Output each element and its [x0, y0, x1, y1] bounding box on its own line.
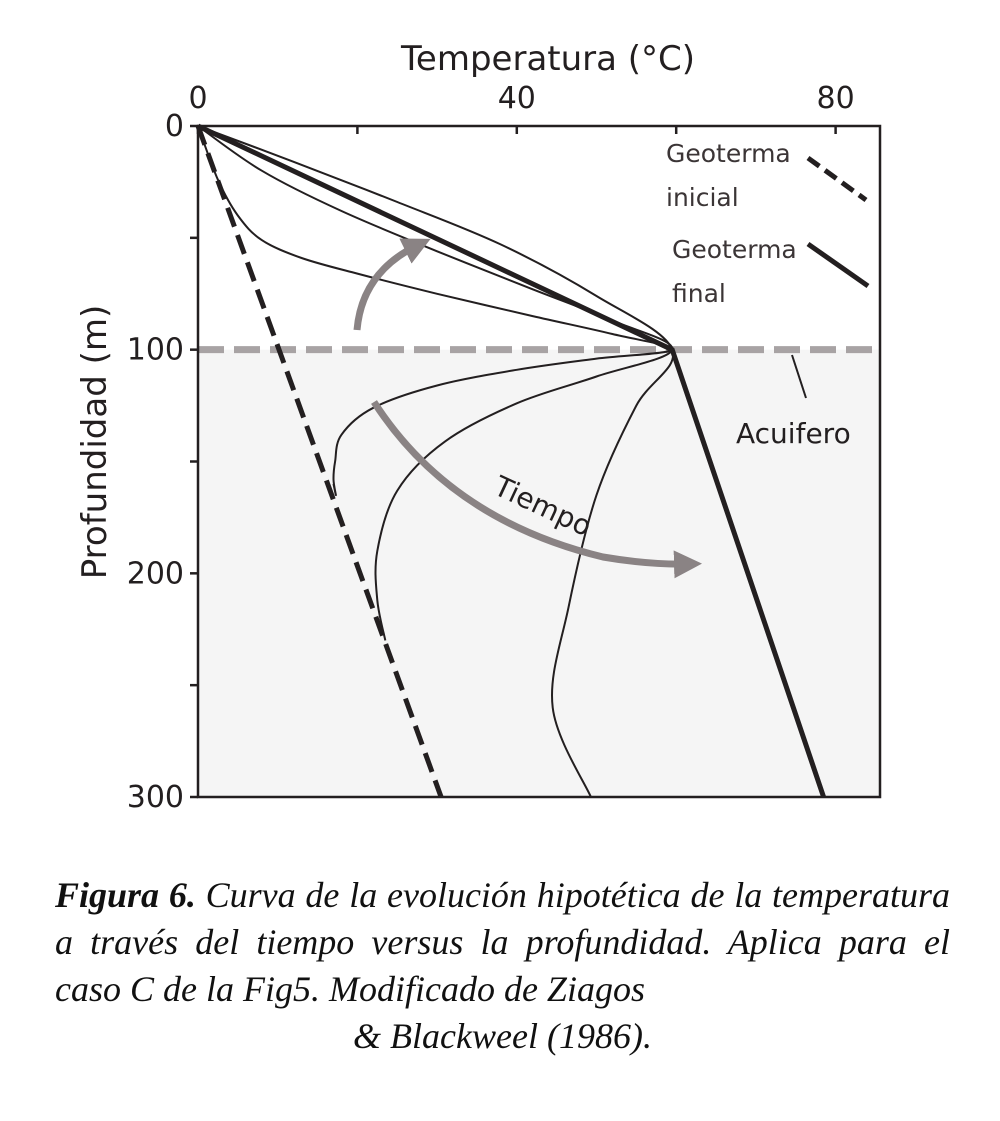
legend-swatch: [808, 244, 868, 286]
legend-label: inicial: [666, 183, 739, 212]
y-tick-label: 0: [164, 109, 184, 144]
x-tick-label: 0: [188, 81, 208, 116]
y-tick-label: 100: [126, 332, 184, 368]
legend-swatch: [808, 158, 866, 200]
aquifer-label: Acuifero: [736, 417, 851, 450]
x-axis-title: Temperatura (°C): [400, 39, 696, 79]
y-tick-label: 200: [126, 556, 184, 592]
y-axis-title: Profundidad (m): [75, 304, 115, 580]
legend-label: Geoterma: [672, 235, 797, 264]
x-tick-label: 80: [816, 81, 855, 116]
caption-label: Figura 6.: [55, 875, 196, 915]
y-tick-label: 300: [126, 780, 184, 815]
figure-caption: [55, 872, 950, 1060]
caption-text: Curva de la evolución hipotética de la temperatura a través del tiempo versus la profundidad. Aplica para el caso C de la Fig5. Modificado de Ziagos: [55, 875, 951, 1009]
legend-label: final: [672, 279, 726, 308]
caption-last-line: & Blackweel (1986).: [353, 1016, 652, 1056]
x-tick-label: 40: [497, 81, 536, 116]
legend-label: Geoterma: [666, 139, 791, 168]
tiempo-label: Tiempo: [489, 469, 597, 544]
